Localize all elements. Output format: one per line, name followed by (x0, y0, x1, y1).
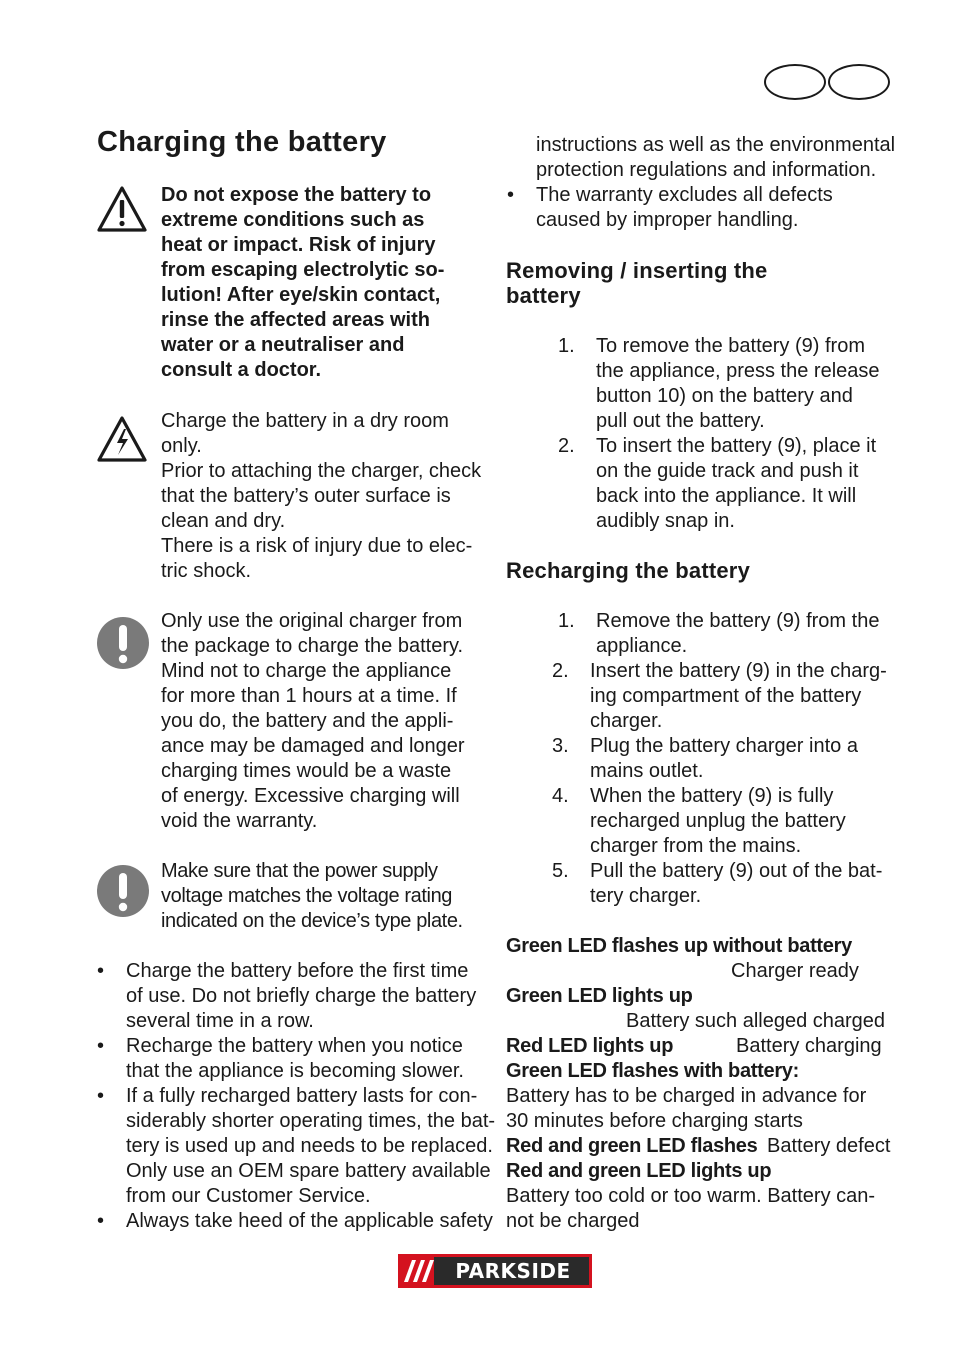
list-line: • Recharge the battery when you notice (126, 1035, 463, 1057)
step-number: 2. (552, 660, 569, 682)
list-line: To remove the battery (9) from (596, 335, 865, 357)
charging-tips-list (97, 959, 497, 1234)
led-label: Green LED flashes with battery: (506, 1060, 799, 1082)
list-item (552, 609, 922, 659)
language-oval-left (764, 64, 826, 100)
warranty-list (507, 183, 917, 233)
exclamation-circle-icon (96, 616, 150, 670)
note-line: Mind not to charge the appliance (161, 660, 452, 682)
list-item (552, 784, 922, 859)
list-line: ing compartment of the battery (590, 685, 862, 707)
list-line: mains outlet. (590, 760, 704, 782)
shock-line: tric shock. (161, 560, 252, 582)
language-oval-right (828, 64, 890, 100)
step-number: 5. (552, 860, 569, 882)
led-label: Green LED lights up (506, 985, 693, 1007)
note-line: charging times would be a waste (161, 760, 452, 782)
led-label: Red and green LED flashes (506, 1135, 758, 1157)
shock-line: only. (161, 435, 202, 457)
warning-line: lution! After eye/skin contact, (161, 284, 441, 306)
note-line: Make sure that the power supply (161, 860, 438, 882)
parkside-logo (398, 1254, 592, 1288)
list-line: pull out the battery. (596, 410, 765, 432)
list-item (97, 1084, 497, 1209)
list-line: that the appliance is becoming slower. (126, 1060, 464, 1082)
list-line: button 10) on the battery and (596, 385, 853, 407)
step-number: 2. (558, 435, 575, 457)
warning-line: consult a doctor. (161, 359, 322, 381)
note-line: voltage matches the voltage rating (161, 885, 453, 907)
list-item (552, 659, 922, 734)
list-line: • Charge the battery before the first time (126, 960, 469, 982)
list-line: When the battery (9) is fully (590, 785, 834, 807)
led-meaning: Battery charging (736, 1035, 882, 1057)
led-label: Red and green LED lights up (506, 1160, 772, 1182)
note-line: indicated on the device’s type plate. (161, 910, 463, 932)
shock-line: Charge the battery in a dry room (161, 410, 449, 432)
list-line: recharged unplug the battery (590, 810, 846, 832)
list-line: • If a fully recharged battery lasts for con- (126, 1085, 478, 1107)
list-item (552, 859, 922, 909)
recharging-steps-list (552, 609, 922, 909)
note-line: you do, the battery and the appli- (161, 710, 454, 732)
led-label: Green LED flashes up without battery (506, 935, 852, 957)
list-line: Plug the battery charger into a (590, 735, 858, 757)
list-line: Only use an OEM spare battery available (126, 1160, 491, 1182)
list-line: tery is used up and needs to be replaced. (126, 1135, 493, 1157)
list-item (552, 734, 922, 784)
list-item (97, 1209, 497, 1234)
warning-line: water or a neutraliser and (161, 334, 405, 356)
warning-line: Do not expose the battery to (161, 184, 432, 206)
list-line: of use. Do not briefly charge the battery (126, 985, 477, 1007)
charger-note-text (161, 609, 491, 834)
list-line: several time in a row. (126, 1010, 314, 1032)
led-meaning: Battery too cold or too warm. Battery can- (506, 1185, 876, 1207)
note-line: Only use the original charger from (161, 610, 463, 632)
step-number: 1. (558, 335, 575, 357)
brand-name: PARKSIDE (455, 1259, 571, 1283)
note-line: the package to charge the battery. (161, 635, 464, 657)
list-item (507, 183, 917, 233)
shock-line: that the battery’s outer surface is (161, 485, 451, 507)
step-number: 1. (558, 610, 575, 632)
note-line: ance may be damaged and longer (161, 735, 465, 757)
voltage-note-text (161, 859, 491, 934)
list-item (558, 334, 918, 434)
exclamation-circle-icon (96, 864, 150, 918)
electric-shock-warning-icon (96, 414, 148, 466)
warning-line: from escaping electrolytic so- (161, 259, 445, 281)
list-line: Remove the battery (9) from the (596, 610, 880, 632)
list-line: charger from the mains. (590, 835, 802, 857)
electric-shock-text (161, 409, 491, 584)
text-line: instructions as well as the environmental (536, 134, 896, 156)
list-line: audibly snap in. (596, 510, 735, 532)
led-label: Red LED lights up (506, 1035, 674, 1057)
note-line: of energy. Excessive charging will (161, 785, 460, 807)
continued-text (536, 133, 916, 183)
removing-steps-list (558, 334, 918, 534)
led-meaning: Battery defect (767, 1135, 891, 1157)
warning-text (161, 183, 491, 383)
list-line: Pull the battery (9) out of the bat- (590, 860, 883, 882)
list-item (97, 1034, 497, 1084)
list-line: the appliance, press the release (596, 360, 880, 382)
led-meaning: not be charged (506, 1210, 640, 1232)
list-item (558, 434, 918, 534)
section-title: Charging the battery (97, 126, 387, 158)
led-meaning: Charger ready (731, 960, 859, 982)
warning-line: rinse the affected areas with (161, 309, 430, 331)
list-line: back into the appliance. It will (596, 485, 857, 507)
list-line: charger. (590, 710, 663, 732)
note-line: for more than 1 hours at a time. If (161, 685, 457, 707)
note-line: void the warranty. (161, 810, 318, 832)
list-line: appliance. (596, 635, 688, 657)
warning-triangle-icon (96, 184, 148, 236)
list-line: tery charger. (590, 885, 702, 907)
list-line: siderably shorter operating times, the bat- (126, 1110, 496, 1132)
list-line: Insert the battery (9) in the charg- (590, 660, 887, 682)
warning-line: extreme conditions such as (161, 209, 425, 231)
shock-line: There is a risk of injury due to elec- (161, 535, 473, 557)
step-number: 3. (552, 735, 569, 757)
led-meaning: 30 minutes before charging starts (506, 1110, 803, 1132)
list-line: To insert the battery (9), place it (596, 435, 877, 457)
list-line: caused by improper handling. (536, 209, 799, 231)
step-number: 4. (552, 785, 569, 807)
removing-inserting-heading (506, 258, 768, 308)
shock-line: Prior to attaching the charger, check (161, 460, 482, 482)
list-line: • Always take heed of the applicable safety (126, 1210, 493, 1232)
text-line: protection regulations and information. (536, 159, 877, 181)
list-line: on the guide track and push it (596, 460, 859, 482)
led-meaning: Battery such alleged charged (626, 1010, 886, 1032)
list-item (97, 959, 497, 1034)
recharging-heading: Recharging the battery (506, 558, 751, 583)
list-line: • The warranty excludes all defects (536, 184, 833, 206)
led-meaning: Battery has to be charged in advance for (506, 1085, 867, 1107)
warning-line: heat or impact. Risk of injury (161, 234, 436, 256)
heading-line: Removing / inserting the (506, 258, 768, 283)
list-line: from our Customer Service. (126, 1185, 371, 1207)
shock-line: clean and dry. (161, 510, 286, 532)
language-indicator (764, 64, 890, 100)
heading-line: battery (506, 283, 581, 308)
